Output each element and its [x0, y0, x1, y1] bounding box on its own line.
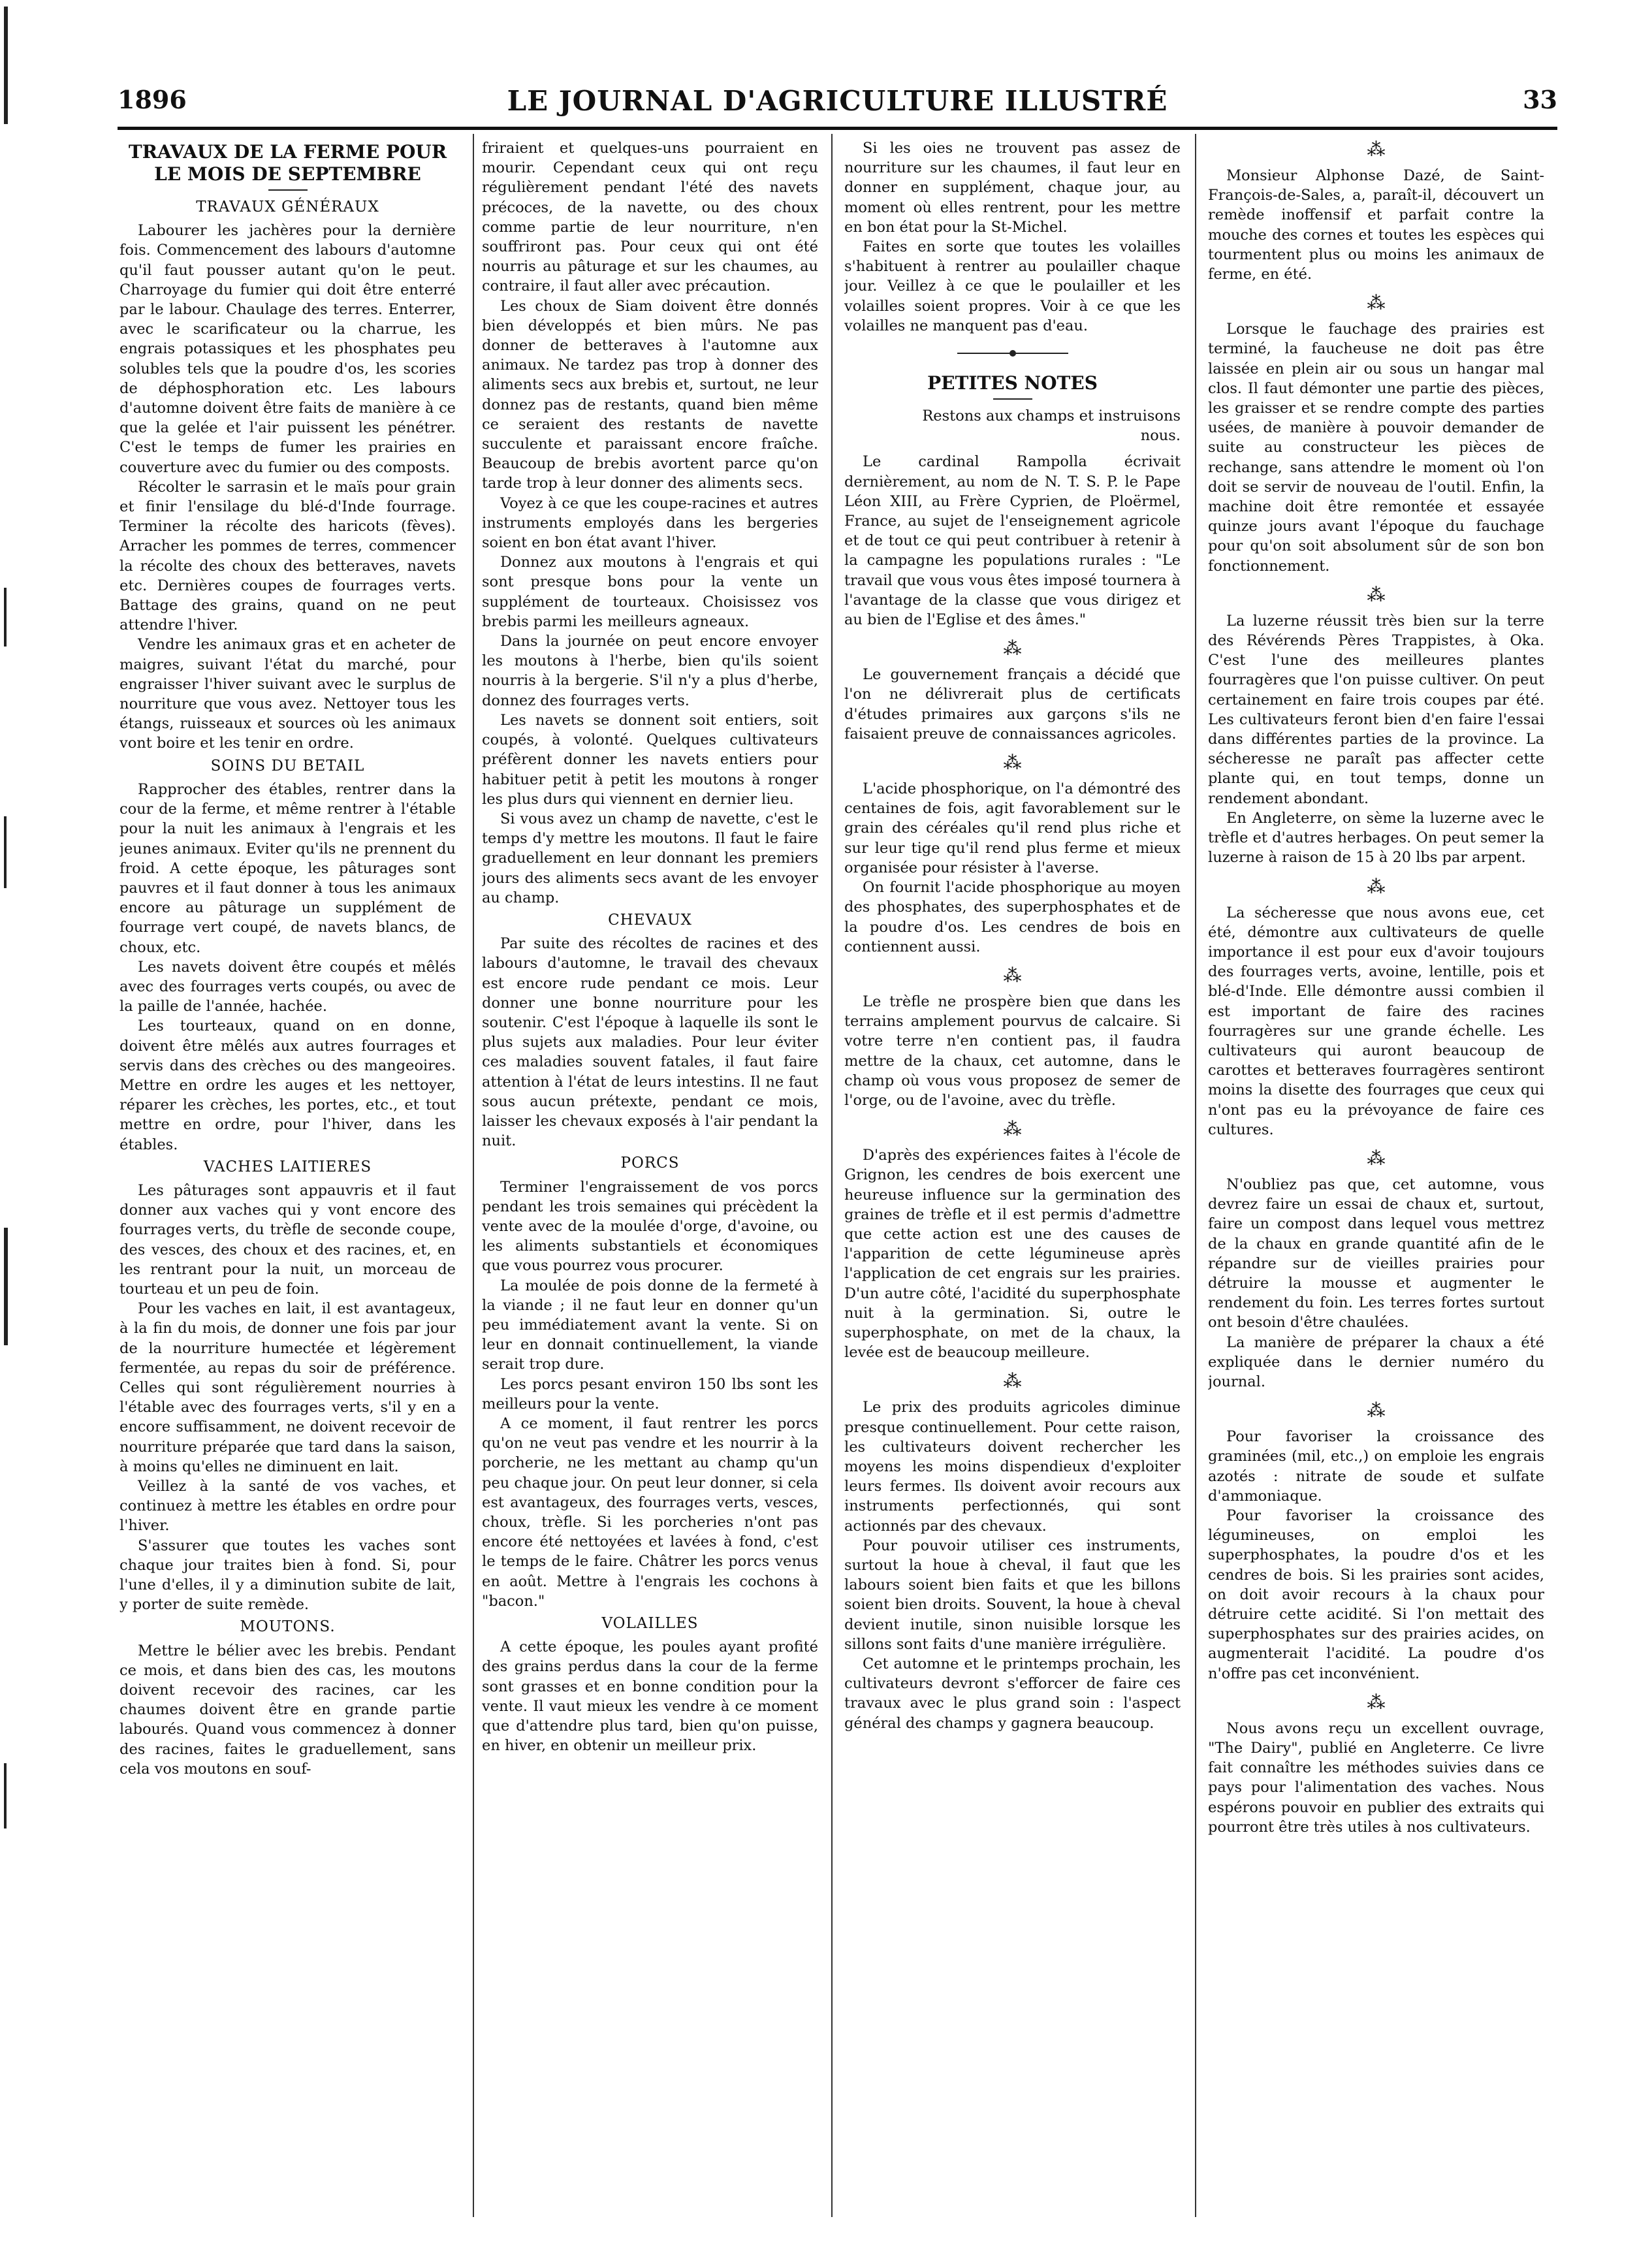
paragraph: Les pâturages sont appauvris et il faut donner aux vaches qui y vont encore des fourrages verts, du trèfle de seconde coupe, des vesces, des choux et des racines, et, en les rentrant pour la nuit, un morceau de tourteau et un peu de foin.: [119, 1181, 456, 1298]
paragraph: Cet automne et le printemps prochain, les cultivateurs devront s'efforcer de faire ces travaux avec le plus grand soin : l'aspect général des champs y gagnera beaucoup.: [844, 1655, 1181, 1732]
paragraph: Pour favoriser la croissance des graminées (mil, etc.,) on emploie les engrais azotés : nitrate de soude et sulfate d'ammoniaque.: [1208, 1428, 1544, 1505]
paragraph: N'oubliez pas que, cet automne, vous devrez faire un essai de chaux et, surtout, faire un compost dans lequel vous mettrez de la chaux en grande quantité afin de le répandre sur de vieilles prairies pour détruire la mousse et augmenter le rendement du foin. Les terres fortes surtout ont besoin d'être chaulées.: [1208, 1175, 1544, 1332]
paragraph: La manière de préparer la chaux a été expliquée dans le dernier numéro du journal.: [1208, 1334, 1544, 1390]
column-rule: [831, 134, 833, 2217]
paragraph: Terminer l'engraissement de vos porcs pendant les trois semaines qui précèdent la vente avec de la moulée d'orge, d'avoine, ou les aliments substantiels et économiques que vous pourrez vous procurer.: [482, 1178, 818, 1275]
paragraph: Vendre les animaux gras et en acheter de maigres, suivant l'état du marché, pour engraisser l'hiver suivant avec le surplus de nourriture que vous avez. Nettoyer tous les étangs, ruisseaux et sources où les animaux vont boire et les tenir en ordre.: [119, 636, 456, 752]
paragraph: Donnez aux moutons à l'engrais et qui sont presque bons pour la vente un supplément de tourteaux. Choisissez vos brebis parmi les meilleurs agneaux.: [482, 554, 818, 630]
paragraph: Monsieur Alphonse Dazé, de Saint-François-de-Sales, a, paraît-il, découvert un remède inoffensif et parfait contre la mouche des cornes et toutes les espèces qui tourmentent plus ou moins les animaux de ferme, en été.: [1208, 167, 1544, 283]
epigraph: Restons aux champs et instruisons nous.: [922, 407, 1181, 445]
column-3: [844, 138, 1181, 2222]
section-heading: VACHES LAITIERES: [203, 1158, 372, 1175]
journal-title: LE JOURNAL D'AGRICULTURE ILLUSTRÉ: [507, 85, 1168, 117]
running-header: [118, 85, 1557, 124]
scan-edge-mark: [4, 7, 8, 124]
heading-rule: [993, 398, 1032, 400]
paragraph: Pour les vaches en lait, il est avantageux, à la fin du mois, de donner une fois par jour de la nourriture humectée et légèrement fermentée, au repas du soir de préférence. Celles qui sont régulièrement nourries à l'étable avec des fourrages verts, s'il y en a encore suffisamment, ne doivent recevoir de nourriture préparée que tard dans la saison, à moins qu'elles ne diminuent en lait.: [119, 1300, 456, 1475]
paragraph: Faites en sorte que toutes les volailles s'habituent à rentrer au poulailler chaque jour. Veillez à ce que le poulailler et les volailles soient propres. Voir à ce que les volailles ne manquent pas d'eau.: [844, 238, 1181, 334]
paragraph: Pour favoriser la croissance des légumineuses, on emploi les superphosphates, la poudre d'os et les cendres de bois. Si les prairies sont acides, on doit avoir recours à la chaux pour détruire cette acidité. Si l'on mettait des superphosphates sur des prairies acides, on augmenterait l'acidité. La poudre d'os n'offre pas cet inconvénient.: [1208, 1507, 1544, 1682]
paragraph: D'après des expériences faites à l'école de Grignon, les cendres de bois exercent une heureuse influence sur la germination des graines de trèfle et il est permis d'admettre que cette action est une des causes de l'apparition de cette légumineuse après l'application de cet engrais sur les prairies. D'un autre côté, l'acidité du superphosphate nuit à la germination. Si, outre le superphosphate, on met de la chaux, la levée est de beaucoup meilleure.: [844, 1147, 1181, 1362]
paragraph: Le trèfle ne prospère bien que dans les terrains amplement pourvus de calcaire. Si votre terre n'en contient pas, il faudra mettre de la chaux, cet automne, dans le champ où vous vous proposez de semer de l'orge, ou de l'avoine, avec du trèfle.: [844, 993, 1181, 1109]
section-title: PETITES NOTES: [927, 372, 1098, 394]
paragraph: Les tourteaux, quand on en donne, doivent être mêlés aux autres fourrages et servis dans des crèches ou des mangeoires. Mettre en ordre les auges et les nettoyer, réparer les crèches, les portes, etc., et tout mettre en ordre, pour l'hiver, dans les étables.: [119, 1017, 456, 1153]
paragraph: Les choux de Siam doivent être donnés bien développés et bien mûrs. Ne pas donner de betteraves à l'automne aux animaux. Ne tardez pas trop à donner des aliments secs aux brebis et, surtout, ne leur donnez pas de restants, quand bien même ce seraient des restants de navette succulente et paraissant encore fraîche. Beaucoup de brebis avortent parce qu'on tarde trop à leur donner des aliments secs.: [482, 297, 818, 492]
paragraph: On fournit l'acide phosphorique au moyen des phosphates, des superphosphates et de la poudre d'os. Les cendres de bois en contiennent aussi.: [844, 879, 1181, 955]
paragraph: Si vous avez un champ de navette, c'est le temps d'y mettre les moutons. Il faut le faire graduellement en leur donnant les premiers jours des aliments secs avant de les envoyer au champ.: [482, 810, 818, 906]
paragraph: Lorsque le fauchage des prairies est terminé, la faucheuse ne doit pas être laissée en plein air ou sous un hangar mal clos. Il faut démonter une partie des pièces, les graisser et se rendre compte des parties usées, de manière à pouvoir demander de suite au constructeur les pièces de rechange, sans attendre le moment où l'on doit se servir de nouveau de l'outil. Enfin, la machine doit être remontée et essayée quinze jours avant l'époque du fauchage pour qu'on soit absolument sûr de son bon fonctionnement.: [1208, 321, 1544, 575]
paragraph: Le cardinal Rampolla écrivait dernièrement, au nom de N. T. S. P. le Pape Léon XIII, au Frère Cyprien, de Ploërmel, France, au sujet de l'enseignement agricole et de tout ce qui peut contribuer à retenir à la campagne les populations rurales : "Le travail que vous vous êtes imposé tournera à l'avantage de la classe que vous dirigez et au bien de l'Eglise et des âmes.": [844, 453, 1181, 629]
paragraph: Dans la journée on peut encore envoyer les moutons à l'herbe, bien qu'ils soient nourris à la bergerie. S'il n'y a plus d'herbe, donnez des fourrages verts.: [482, 633, 818, 709]
header-year: 1896: [118, 85, 187, 114]
paragraph: Nous avons reçu un excellent ouvrage, "The Dairy", publié en Angleterre. Ce livre fait connaître les méthodes suivies dans ce pays pour l'alimentation des vaches. Nous espérons pouvoir en publier des extraits qui pourront être très utiles à nos cultivateurs.: [1208, 1719, 1544, 1836]
paragraph: Le gouvernement français a décidé que l'on ne délivrerait plus de certificats d'études primaires aux garçons s'ils ne faisaient preuve de connaissances agricoles.: [844, 666, 1181, 743]
asterism-separator: ⁂: [1367, 292, 1386, 314]
article-heading: TRAVAUX DE LA FERME POUR LE MOIS DE SEPTEMBRE: [128, 141, 447, 185]
column-rule: [1195, 134, 1196, 2217]
asterism-separator: ⁂: [1367, 138, 1386, 160]
section-heading: VOLAILLES: [601, 1615, 699, 1633]
paragraph: Les porcs pesant environ 150 lbs sont les meilleurs pour la vente.: [482, 1375, 818, 1413]
ornamental-rule: [957, 353, 1068, 354]
paragraph: Les navets doivent être coupés et mêlés avec des fourrages verts coupés, ou avec de la paille de l'année, hachée.: [119, 958, 456, 1015]
section-heading: SOINS DU BETAIL: [210, 757, 365, 775]
paragraph: S'assurer que toutes les vaches sont chaque jour traites bien à fond. Si, pour l'une d'elles, il y a diminution subite de lait, y porter de suite remède.: [119, 1537, 456, 1614]
paragraph: Labourer les jachères pour la dernière fois. Commencement des labours d'automne qu'il faut pousser autant qu'on le peut. Charroyage du fumier qui doit être enterré par le labour. Chaulage des terres. Enterrer, avec le scarificateur ou la charrue, les engrais potassiques et les phosphates peu solubles tels que la poudre d'os, les scories de déphosphoration etc. Les labours d'automne doivent être faits de manière à ce que la gelée et l'air puissent les pénétrer. C'est le temps de fumer les prairies en couverture avec du fumier ou des composts.: [119, 222, 456, 476]
paragraph: Pour pouvoir utiliser ces instruments, surtout la houe à cheval, il faut que les labours soient bien faits et que les billons soient bien droits. Souvent, la houe à cheval devient inutile, sinon nuisible lorsque les sillons sont faits d'une manière irrégulière.: [844, 1537, 1181, 1653]
scan-edge-mark: [4, 1763, 7, 1829]
paragraph: En Angleterre, on sème la luzerne avec le trèfle et d'autres herbages. On peut semer la luzerne à raison de 15 à 20 lbs par arpent.: [1208, 809, 1544, 867]
paragraph: Veillez à la santé de vos vaches, et continuez à mettre les étables en ordre pour l'hiver.: [119, 1478, 456, 1535]
asterism-separator: ⁂: [1003, 1370, 1022, 1392]
column-2: [482, 138, 818, 2222]
paragraph: Par suite des récoltes de racines et des labours d'automne, le travail des chevaux est encore rude pendant ce mois. Leur donner une bonne nourriture pour les soutenir. C'est l'époque à laquelle ils sont le plus sujets aux maladies. Pour leur éviter ces maladies souvent fatales, il faut faire attention à l'état de leurs intestins. Il ne faut sous aucun prétexte, pendant ce mois, laisser les chevaux exposés à l'air pendant la nuit.: [482, 935, 818, 1150]
section-heading: PORCS: [620, 1155, 680, 1172]
section-heading: MOUTONS.: [240, 1618, 336, 1636]
heading-rule: [268, 189, 308, 191]
paragraph: Voyez à ce que les coupe-racines et autres instruments employés dans les bergeries soient en bon état avant l'hiver.: [482, 494, 818, 552]
section-heading: CHEVAUX: [608, 911, 692, 929]
header-rule: [118, 127, 1557, 130]
scan-edge-mark: [4, 816, 7, 888]
asterism-separator: ⁂: [1003, 964, 1022, 986]
paragraph: Si les oies ne trouvent pas assez de nourriture sur les chaumes, il faut leur en donner en supplément, chaque jour, au moment où elles rentrent, pour les mettre en bon état pour la St-Michel.: [844, 140, 1181, 236]
asterism-separator: ⁂: [1003, 637, 1022, 660]
asterism-separator: ⁂: [1367, 583, 1386, 605]
scan-edge-mark: [4, 588, 7, 647]
paragraph: La sécheresse que nous avons eue, cet été, démontre aux cultivateurs de quelle importance il est pour eux d'avoir toujours des fourrages verts, avoine, lentille, pois et blé-d'Inde. Elle démontre aussi combien il est important de faire des racines fourragères sur une grande échelle. Les cultivateurs qui auront beaucoup de carottes et betteraves fourragères sentiront moins la disette des fourrages que ceux qui n'ont pas eu la prévoyance de faire ces cultures.: [1208, 904, 1544, 1138]
paragraph: La luzerne réussit très bien sur la terre des Révérends Pères Trappistes, à Oka. C'est l'une des meilleures plantes fourragères que l'on puisse cultiver. On peut certainement en faire trois coupes par été. Les cultivateurs feront bien d'en faire l'essai dans différentes parties de la province. La sécheresse ne paraît pas affecter cette plante qui, en tout temps, donne un rendement abondant.: [1208, 612, 1544, 807]
page-number: 33: [1523, 85, 1557, 114]
asterism-separator: ⁂: [1367, 1691, 1386, 1713]
paragraph: friraient et quelques-uns pourraient en mourir. Cependant ceux qui ont reçu régulièrement pendant l'été des navets précoces, de la navette, ou des choux comme partie de leur nourriture, n'en souffriront pas. Pour ceux qui ont été nourris au pâturage et sur les chaumes, au contraire, il faut aller avec précaution.: [482, 140, 818, 295]
section-heading: TRAVAUX GÉNÉRAUX: [196, 199, 379, 216]
paragraph: Les navets se donnent soit entiers, soit coupés, à volonté. Quelques cultivateurs préfèrent donner les navets entiers pour habituer petit à petit les moutons à ronger les plus durs qui viennent en dernier lieu.: [482, 711, 818, 808]
column-rule: [473, 134, 474, 2217]
paragraph: A ce moment, il faut rentrer les porcs qu'on ne veut pas vendre et les nourrir à la porcherie, ne les mettant au champ qu'un peu chaque jour. On peut leur donner, si cela est avantageux, des fourrages verts, vesces, choux, trèfle. Si les porcheries n'ont pas encore été nettoyées et lavées à fond, c'est le temps de le faire. Châtrer les porcs venus en août. Mettre à l'engrais les cochons à "bacon.": [482, 1415, 818, 1610]
paragraph: Rapprocher des étables, rentrer dans la cour de la ferme, et même rentrer à l'étable pour la nuit les animaux à l'engrais et les jeunes animaux. Eviter qu'ils ne prennent du froid. A cette époque, les pâturages sont pauvres et il faut donner à tous les animaux encore au pâturage un supplément de fourrage vert coupé, de navets blancs, de choux, etc.: [119, 780, 456, 956]
paragraph: Récolter le sarrasin et le maïs pour grain et finir l'ensilage du blé-d'Inde fourrage. Terminer la récolte des haricots (fèves). Arracher les pommes de terres, commencer la récolte des choux des betteraves, navets etc. Dernières coupes de fourrages verts. Battage des grains, quand on ne peut attendre l'hiver.: [119, 478, 456, 634]
scan-edge-mark: [4, 1228, 8, 1345]
column-1: [119, 138, 456, 2222]
asterism-separator: ⁂: [1367, 1147, 1386, 1169]
column-4: [1208, 138, 1544, 2222]
paragraph: Mettre le bélier avec les brebis. Pendant ce mois, et dans bien des cas, les moutons doivent recevoir des racines, car les chaumes doivent être en grande partie labourés. Quand vous commencez à donner des racines, faites le graduellement, sans cela vos moutons en souf-: [119, 1642, 456, 1778]
paragraph: Le prix des produits agricoles diminue presque continuellement. Pour cette raison, les cultivateurs doivent rechercher les moyens les moins dispendieux d'exploiter leurs fermes. Ils doivent avoir recours aux instruments perfectionnés, qui sont actionnés par des chevaux.: [844, 1399, 1181, 1535]
asterism-separator: ⁂: [1367, 1399, 1386, 1422]
paragraph: L'acide phosphorique, on l'a démontré des centaines de fois, agit favorablement sur le grain des céréales qu'il rend plus riche et sur leur tige qu'il rend plus ferme et mieux organisée pour résister à l'averse.: [844, 780, 1181, 876]
paragraph: A cette époque, les poules ayant profité des grains perdus dans la cour de la ferme sont grasses et en bonne condition pour la vente. Il vaut mieux les vendre à ce moment que d'attendre plus tard, bien qu'on puisse, en hiver, en obtenir un meilleur prix.: [482, 1638, 818, 1755]
asterism-separator: ⁂: [1367, 875, 1386, 897]
asterism-separator: ⁂: [1003, 752, 1022, 774]
paragraph: La moulée de pois donne de la fermeté à la viande ; il ne faut leur en donner qu'un peu immédiatement avant la vente. Si on leur en donnait continuellement, la viande serait trop dure.: [482, 1277, 818, 1373]
asterism-separator: ⁂: [1003, 1118, 1022, 1140]
